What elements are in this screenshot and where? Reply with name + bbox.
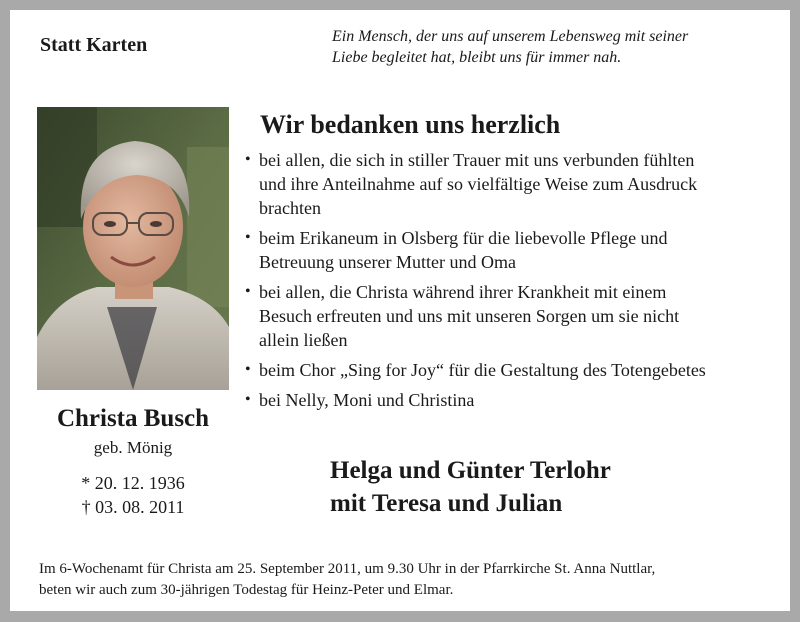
thanks-item-line: beim Erikaneum in Olsberg für die liebevolle Pflege und bbox=[259, 228, 668, 248]
bullet-icon: • bbox=[245, 391, 251, 408]
thanks-item-line: Besuch erfreuten und uns mit unseren Sorgen um sie nicht bbox=[259, 306, 680, 326]
thanks-item-line: und ihre Anteilnahme auf so vielfältige Weise zum Ausdruck bbox=[259, 174, 698, 194]
birth-name: geb. Mönig bbox=[93, 438, 173, 457]
bullet-icon: • bbox=[245, 361, 251, 378]
motto-quote bbox=[332, 26, 782, 68]
thanks-item-line: bei Nelly, Moni und Christina bbox=[259, 390, 475, 410]
thanks-item-line: beim Chor „Sing for Joy“ für die Gestaltung des Totengebetes bbox=[259, 360, 706, 380]
motto-line: Liebe begleitet hat, bleibt uns für immer nah. bbox=[332, 49, 622, 66]
birth-date: * 20. 12. 1936 bbox=[81, 473, 185, 493]
portrait-photo bbox=[37, 107, 229, 390]
thanks-title: Wir bedanken uns herzlich bbox=[260, 110, 561, 139]
bullet-icon: • bbox=[245, 283, 251, 300]
memorial-mass-notice bbox=[39, 559, 784, 601]
thanks-item bbox=[245, 358, 790, 382]
deceased-name: Christa Busch bbox=[56, 405, 210, 432]
motto-line: Ein Mensch, der uns auf unserem Lebensweg mit seiner bbox=[332, 28, 689, 45]
header-label: Statt Karten bbox=[40, 34, 148, 56]
notice-line: beten wir auch zum 30-jährigen Todestag für Heinz-Peter und Elmar. bbox=[39, 582, 454, 598]
thanks-item-line: brachten bbox=[259, 198, 321, 218]
family-line: Helga und Günter Terlohr bbox=[330, 457, 611, 484]
thanks-item-line: Betreuung unserer Mutter und Oma bbox=[259, 252, 516, 272]
family-line: mit Teresa und Julian bbox=[330, 490, 563, 517]
thanks-item-line: bei allen, die Christa während ihrer Krankheit mit einem bbox=[259, 282, 667, 302]
thanks-list bbox=[245, 148, 790, 418]
life-dates bbox=[32, 471, 234, 519]
bullet-icon: • bbox=[245, 151, 251, 168]
family-signature bbox=[330, 454, 611, 520]
thanks-item bbox=[245, 388, 790, 412]
deceased-info bbox=[32, 404, 234, 519]
thanks-item bbox=[245, 226, 790, 274]
thanks-item bbox=[245, 148, 790, 220]
thanks-item-line: allein ließen bbox=[259, 330, 348, 350]
thanks-item bbox=[245, 280, 790, 352]
death-date: † 03. 08. 2011 bbox=[81, 497, 185, 517]
notice-line: Im 6-Wochenamt für Christa am 25. September 2011, um 9.30 Uhr in der Pfarrkirche St. Anna Nuttlar, bbox=[39, 561, 656, 577]
thanks-item-line: bei allen, die sich in stiller Trauer mit uns verbunden fühlten bbox=[259, 150, 695, 170]
bullet-icon: • bbox=[245, 229, 251, 246]
obituary-card bbox=[10, 10, 790, 611]
